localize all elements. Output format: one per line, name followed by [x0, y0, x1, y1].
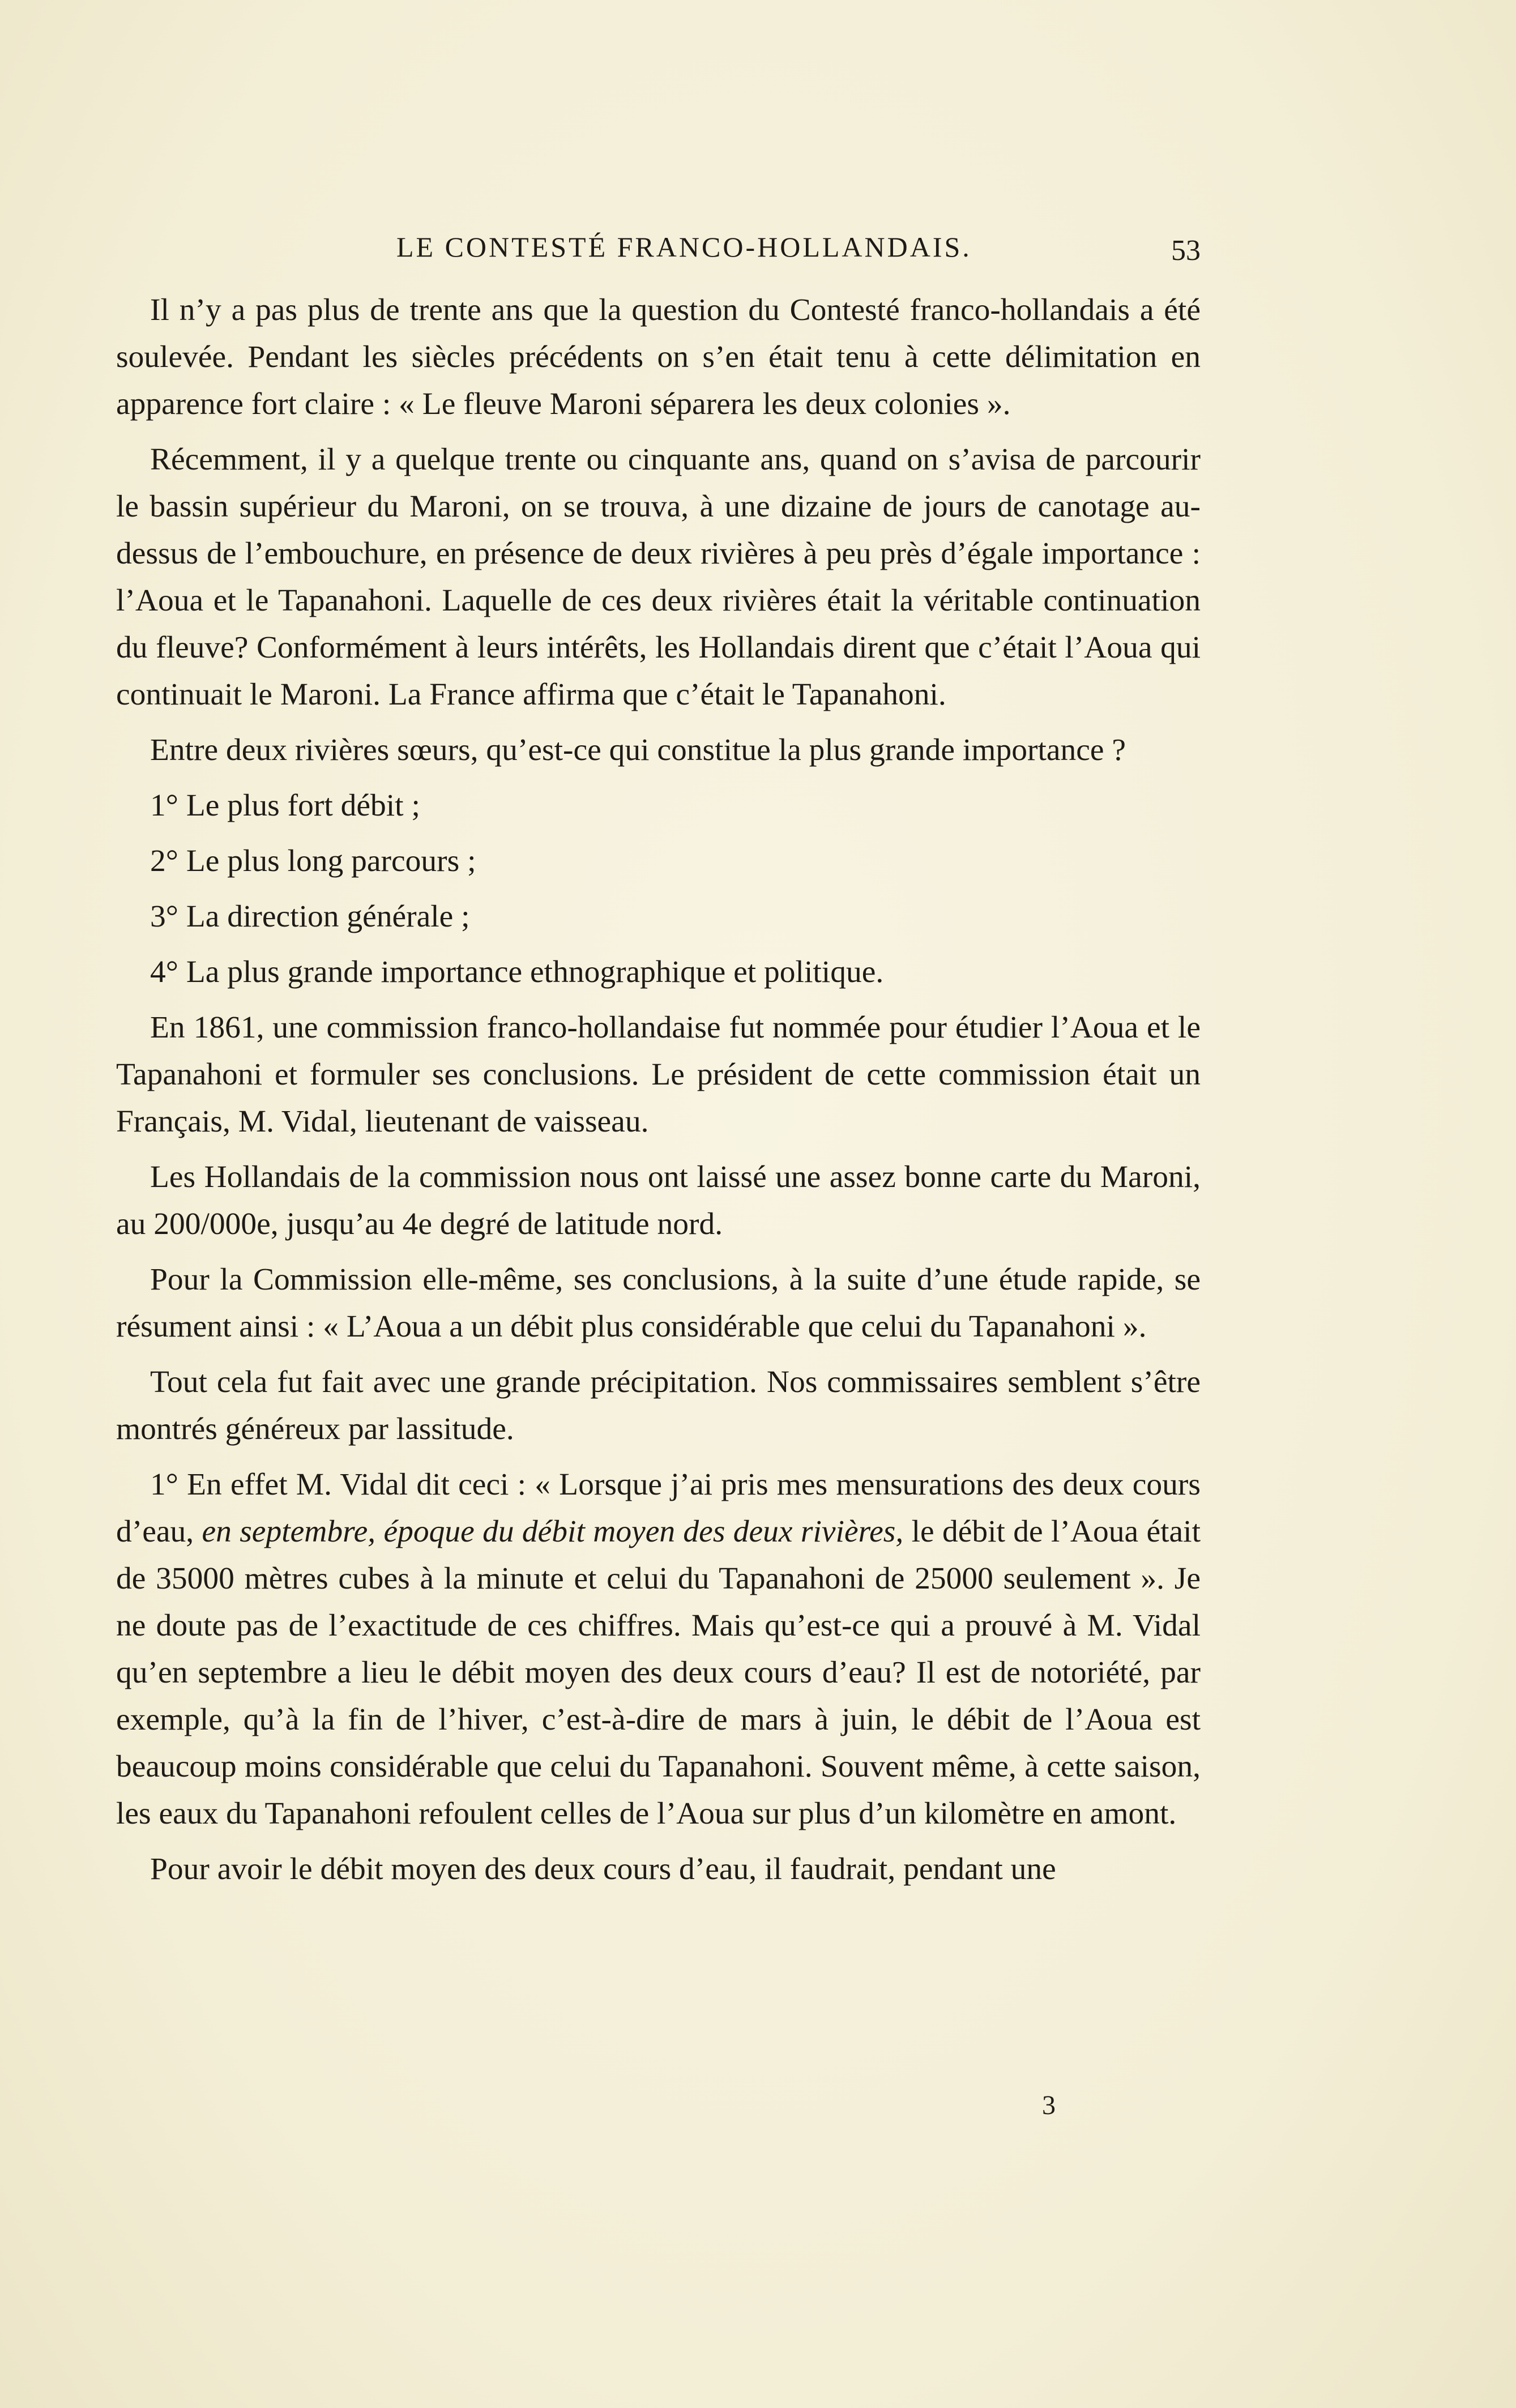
paragraph-8-end: le débit de l’Aoua était de 35000 mètres cubes à la minute et celui du Tapanahoni de 25000 seulement ». Je ne doute pas de l’exactitude de ces chiffres. Mais qu’est-ce qui a prouvé à M. Vidal qu’en septembre a lieu le débit moyen des deux cours d’eau? Il est de notoriété, par exemple, qu’à la fin de l’hiver, c’est-à-dire de mars à juin, le débit de l’Aoua est beaucoup moins considérable que celui du Tapanahoni. Souvent même, à cette saison, les eaux du Tapanahoni refoulent celles de l’Aoua sur plus d’un kilomètre en amont. — [116, 1514, 1201, 1831]
list-item-3: 3° La direction générale ; — [150, 899, 470, 934]
list-item-2: 2° Le plus long parcours ; — [150, 844, 476, 878]
list-item-4: 4° La plus grande importance ethnographique et politique. — [150, 955, 884, 989]
paragraph-8-italic: en septembre, époque du débit moyen des deux rivières, — [202, 1514, 904, 1549]
paragraph-3: Entre deux rivières sœurs, qu’est-ce qui constitue la plus grande importance ? — [150, 733, 1126, 767]
paragraph-6: Pour la Commission elle-même, ses conclusions, à la suite d’une étude rapide, se résument ainsi : « L’Aoua a un débit plus considérable que celui du Tapanahoni ». — [116, 1262, 1201, 1344]
paragraph-5: Les Hollandais de la commission nous ont laissé une assez bonne carte du Maroni, au 200/000e, jusqu’au 4e degré de latitude nord. — [116, 1160, 1201, 1241]
text-block — [116, 224, 1201, 1901]
list-item-1: 1° Le plus fort débit ; — [150, 788, 420, 823]
paragraph-4: En 1861, une commission franco-hollandaise fut nommée pour étudier l’Aoua et le Tapanahoni et formuler ses conclusions. Le président de cette commission était un Français, M. Vidal, lieutenant de vaisseau. — [116, 1010, 1201, 1139]
paragraph-9: Pour avoir le débit moyen des deux cours d’eau, il faudrait, pendant une — [150, 1852, 1056, 1886]
paragraph-8 — [116, 1461, 1201, 1837]
paragraph-7: Tout cela fut fait avec une grande précipitation. Nos commissaires semblent s’être montrés généreux par lassitude. — [116, 1365, 1201, 1446]
signature-mark: 3 — [1042, 2090, 1056, 2120]
paragraph-1: Il n’y a pas plus de trente ans que la question du Contesté franco-hollandais a été soulevée. Pendant les siècles précédents on s’en était tenu à cette délimitation en apparence fort claire : « Le fleuve Maroni séparera les deux colonies ». — [116, 293, 1201, 421]
running-head — [116, 224, 1201, 271]
page-number: 53 — [1171, 234, 1201, 267]
paragraph-8-start: 1° En effet M. Vidal dit ceci : « Lorsque j’ai pris mes mensurations des deux cours d’eau, — [116, 1467, 1201, 1549]
running-title: LE CONTESTÉ FRANCO-HOLLANDAIS. — [396, 231, 972, 263]
paragraph-2: Récemment, il y a quelque trente ou cinquante ans, quand on s’avisa de parcourir le bassin supérieur du Maroni, on se trouva, à une dizaine de jours de canotage au-dessus de l’embouchure, en présence de deux rivières à peu près d’égale importance : l’Aoua et le Tapanahoni. Laquelle de ces deux rivières était la véritable continuation du fleuve? Conformément à leurs intérêts, les Hollandais dirent que c’était l’Aoua qui continuait le Maroni. La France affirma que c’était le Tapanahoni. — [116, 442, 1201, 712]
